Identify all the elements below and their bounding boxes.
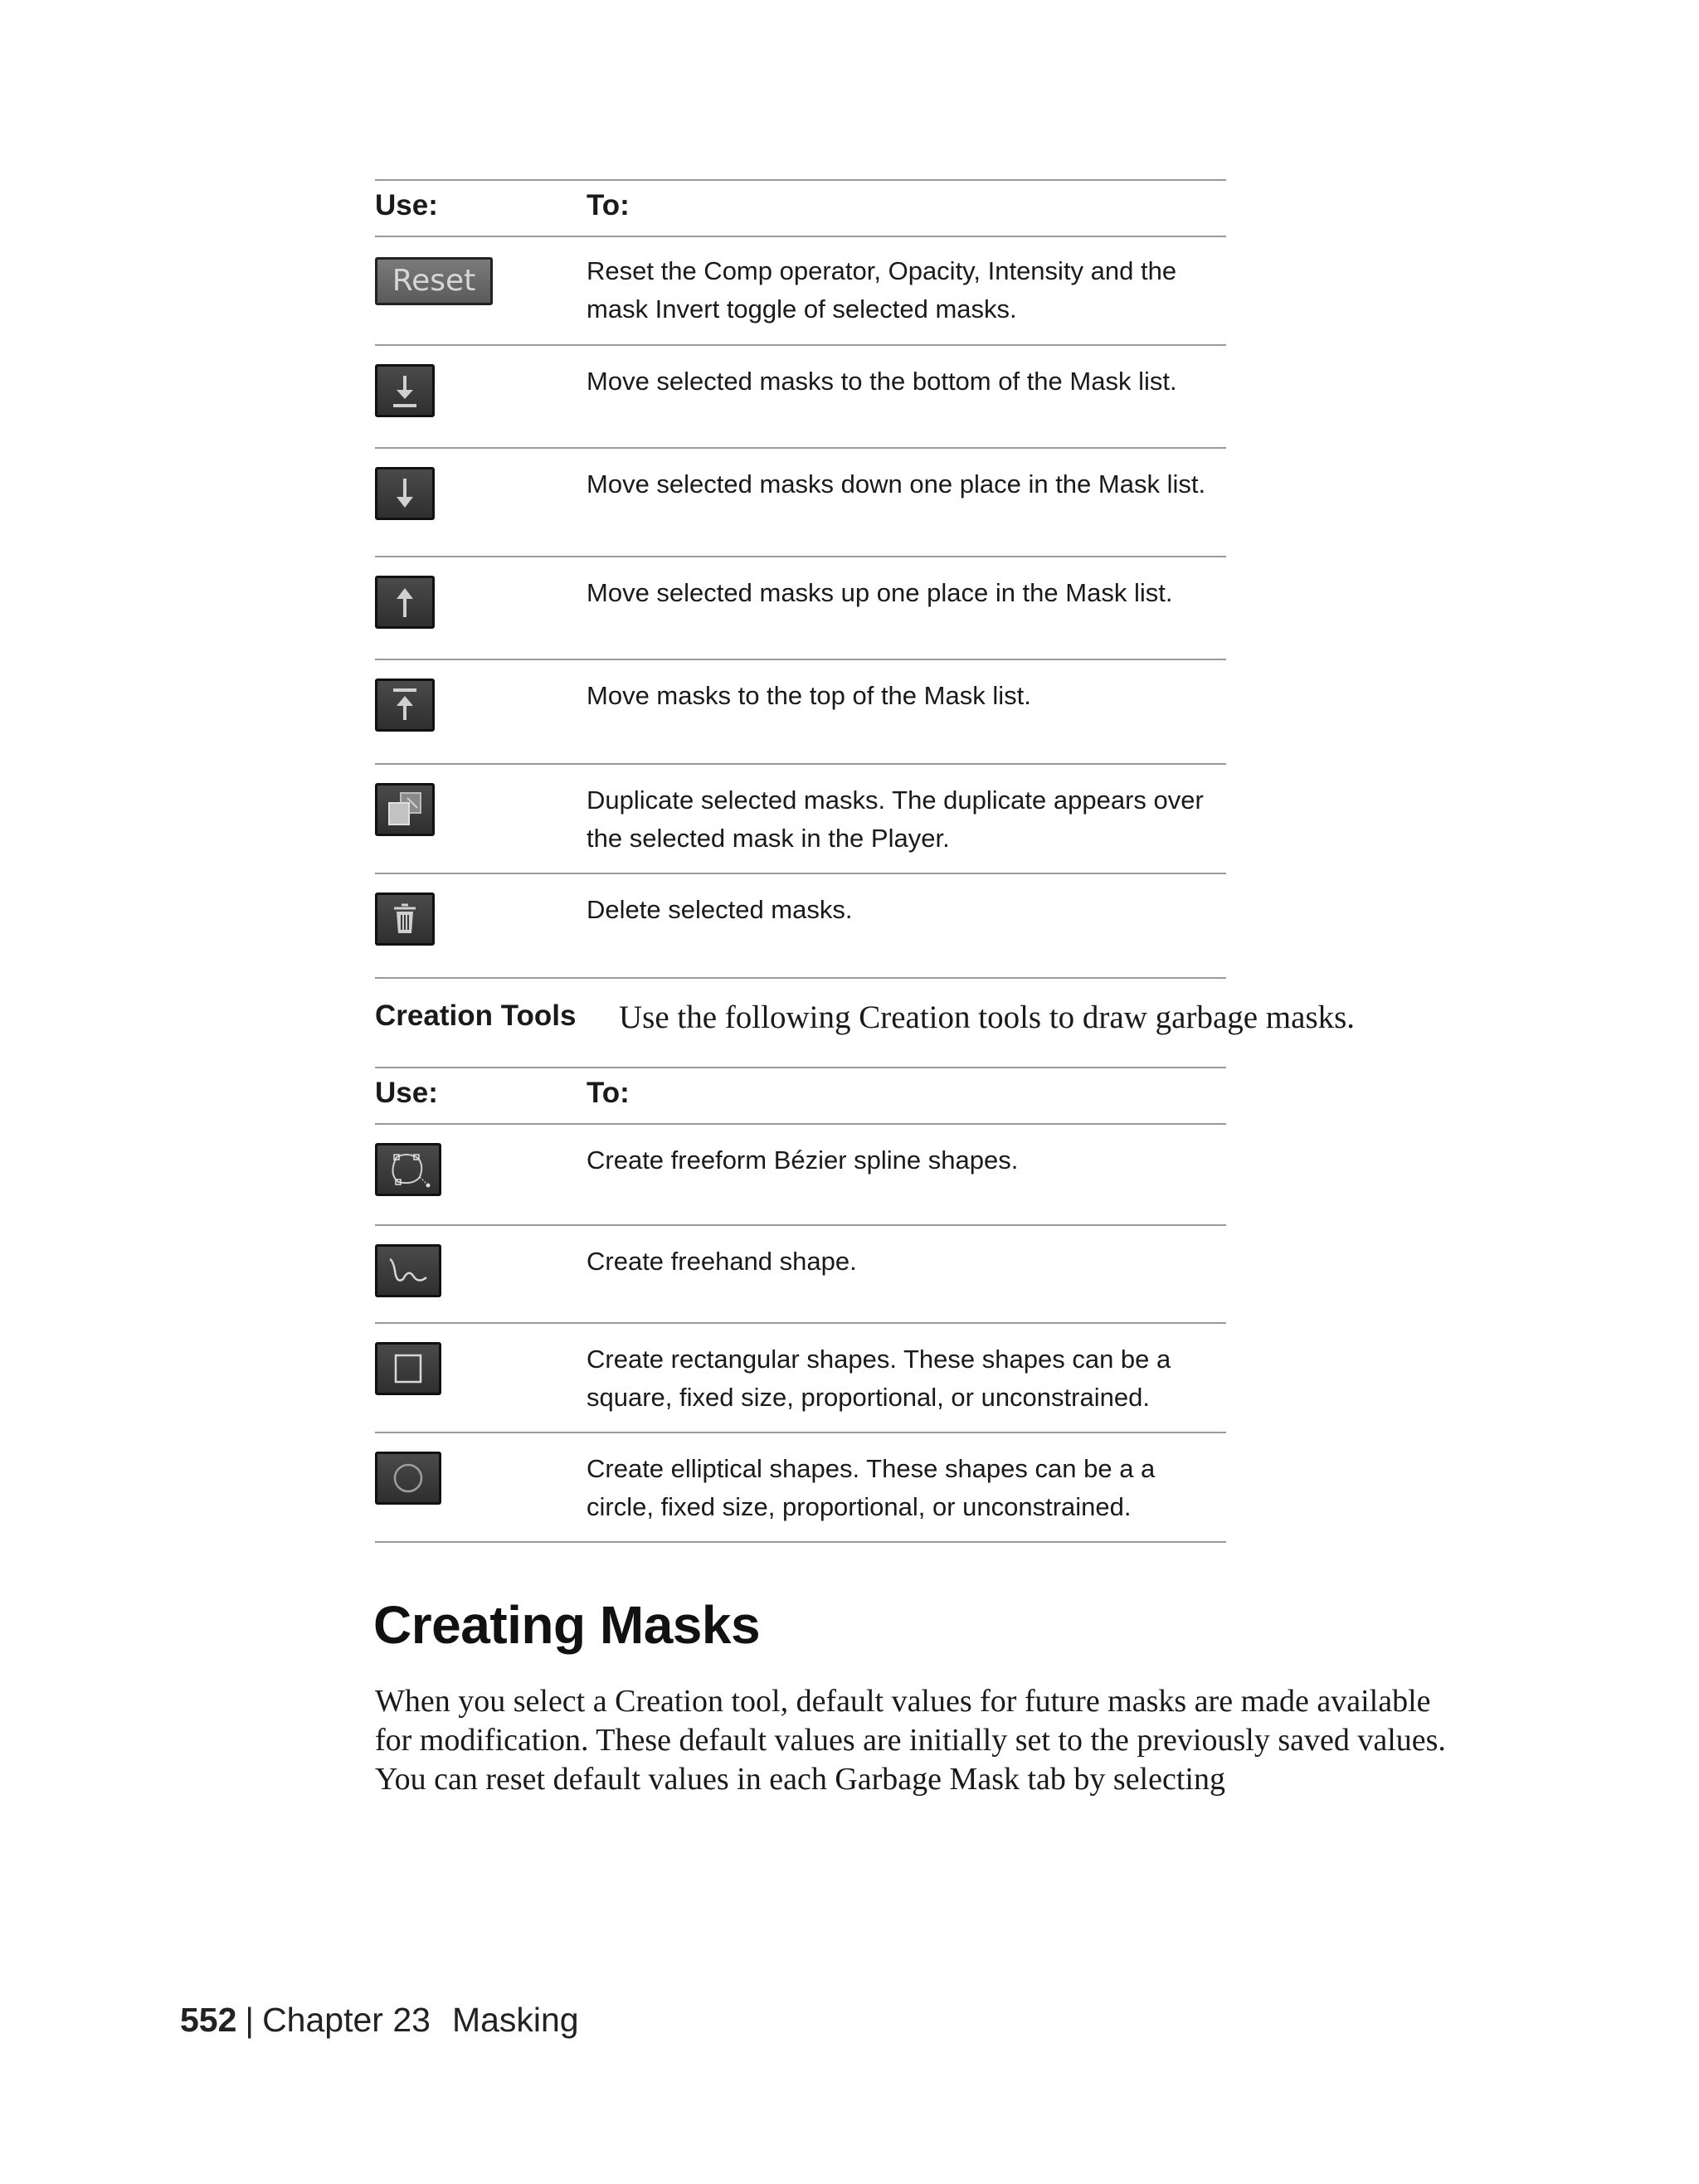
duplicate-icon[interactable] bbox=[375, 783, 435, 836]
table-row bbox=[375, 660, 1226, 765]
table-row bbox=[375, 449, 1226, 557]
move-to-top-icon[interactable] bbox=[375, 679, 435, 732]
creation-tools-intro: Use the following Creation tools to draw garbage masks. bbox=[619, 1000, 1356, 1035]
row-description: Move selected masks down one place in the Mask list. bbox=[587, 469, 1206, 499]
table-header bbox=[375, 1067, 1226, 1125]
page-number: 552 bbox=[180, 2001, 237, 2039]
row-description: Move selected masks to the bottom of the Mask list. bbox=[587, 367, 1177, 396]
move-to-bottom-icon[interactable] bbox=[375, 364, 435, 417]
rectangle-tool-icon[interactable] bbox=[375, 1342, 441, 1395]
row-description: Create freeform Bézier spline shapes. bbox=[587, 1146, 1019, 1175]
bezier-tool-icon[interactable] bbox=[375, 1143, 441, 1196]
freehand-tool-icon[interactable] bbox=[375, 1244, 441, 1297]
row-description: Move masks to the top of the Mask list. bbox=[587, 681, 1031, 710]
table-row bbox=[375, 557, 1226, 660]
move-down-icon[interactable] bbox=[375, 467, 435, 520]
row-description: Create rectangular shapes. These shapes can be a square, fixed size, proportional, or unconstrained. bbox=[587, 1345, 1171, 1412]
table-row bbox=[375, 237, 1226, 346]
table-row bbox=[375, 874, 1226, 979]
chapter-title: Masking bbox=[451, 2001, 579, 2039]
table-row bbox=[375, 1433, 1226, 1543]
move-up-icon[interactable] bbox=[375, 576, 435, 629]
trash-icon[interactable] bbox=[375, 893, 435, 946]
row-description: Move selected masks up one place in the Mask list. bbox=[587, 578, 1173, 607]
row-description: Create freehand shape. bbox=[587, 1247, 857, 1276]
table-row bbox=[375, 1226, 1226, 1324]
mask-list-tools-table bbox=[375, 179, 1226, 979]
creation-tools-table bbox=[375, 1067, 1226, 1543]
row-description: Create elliptical shapes. These shapes can be a a circle, fixed size, proportional, or unconstrained. bbox=[587, 1454, 1156, 1521]
row-description: Duplicate selected masks. The duplicate appears over the selected mask in the Player. bbox=[587, 786, 1204, 853]
table-row bbox=[375, 346, 1226, 449]
use-column-header: Use: bbox=[375, 1077, 438, 1109]
page-footer bbox=[180, 2001, 579, 2040]
row-description: Delete selected masks. bbox=[587, 895, 853, 924]
table-row bbox=[375, 765, 1226, 874]
reset-button[interactable]: Reset bbox=[375, 257, 493, 305]
to-column-header: To: bbox=[587, 189, 630, 221]
table-row bbox=[375, 1125, 1226, 1226]
table-row bbox=[375, 1324, 1226, 1433]
section-body: When you select a Creation tool, default values for future masks are made available for modification. These default values are initially set to the previously saved values. You can reset default values in each Garbage Mask tab by selecting bbox=[375, 1684, 1446, 1797]
creation-tools-label: Creation Tools bbox=[375, 1000, 577, 1032]
ellipse-tool-icon[interactable] bbox=[375, 1452, 441, 1505]
table-header bbox=[375, 179, 1226, 237]
row-description: Reset the Comp operator, Opacity, Intensity and the mask Invert toggle of selected masks. bbox=[587, 256, 1177, 323]
use-column-header: Use: bbox=[375, 189, 438, 221]
to-column-header: To: bbox=[587, 1077, 630, 1109]
footer-separator: | bbox=[245, 2001, 255, 2039]
section-heading: Creating Masks bbox=[373, 1595, 761, 1655]
chapter-label: Chapter 23 bbox=[262, 2001, 431, 2039]
